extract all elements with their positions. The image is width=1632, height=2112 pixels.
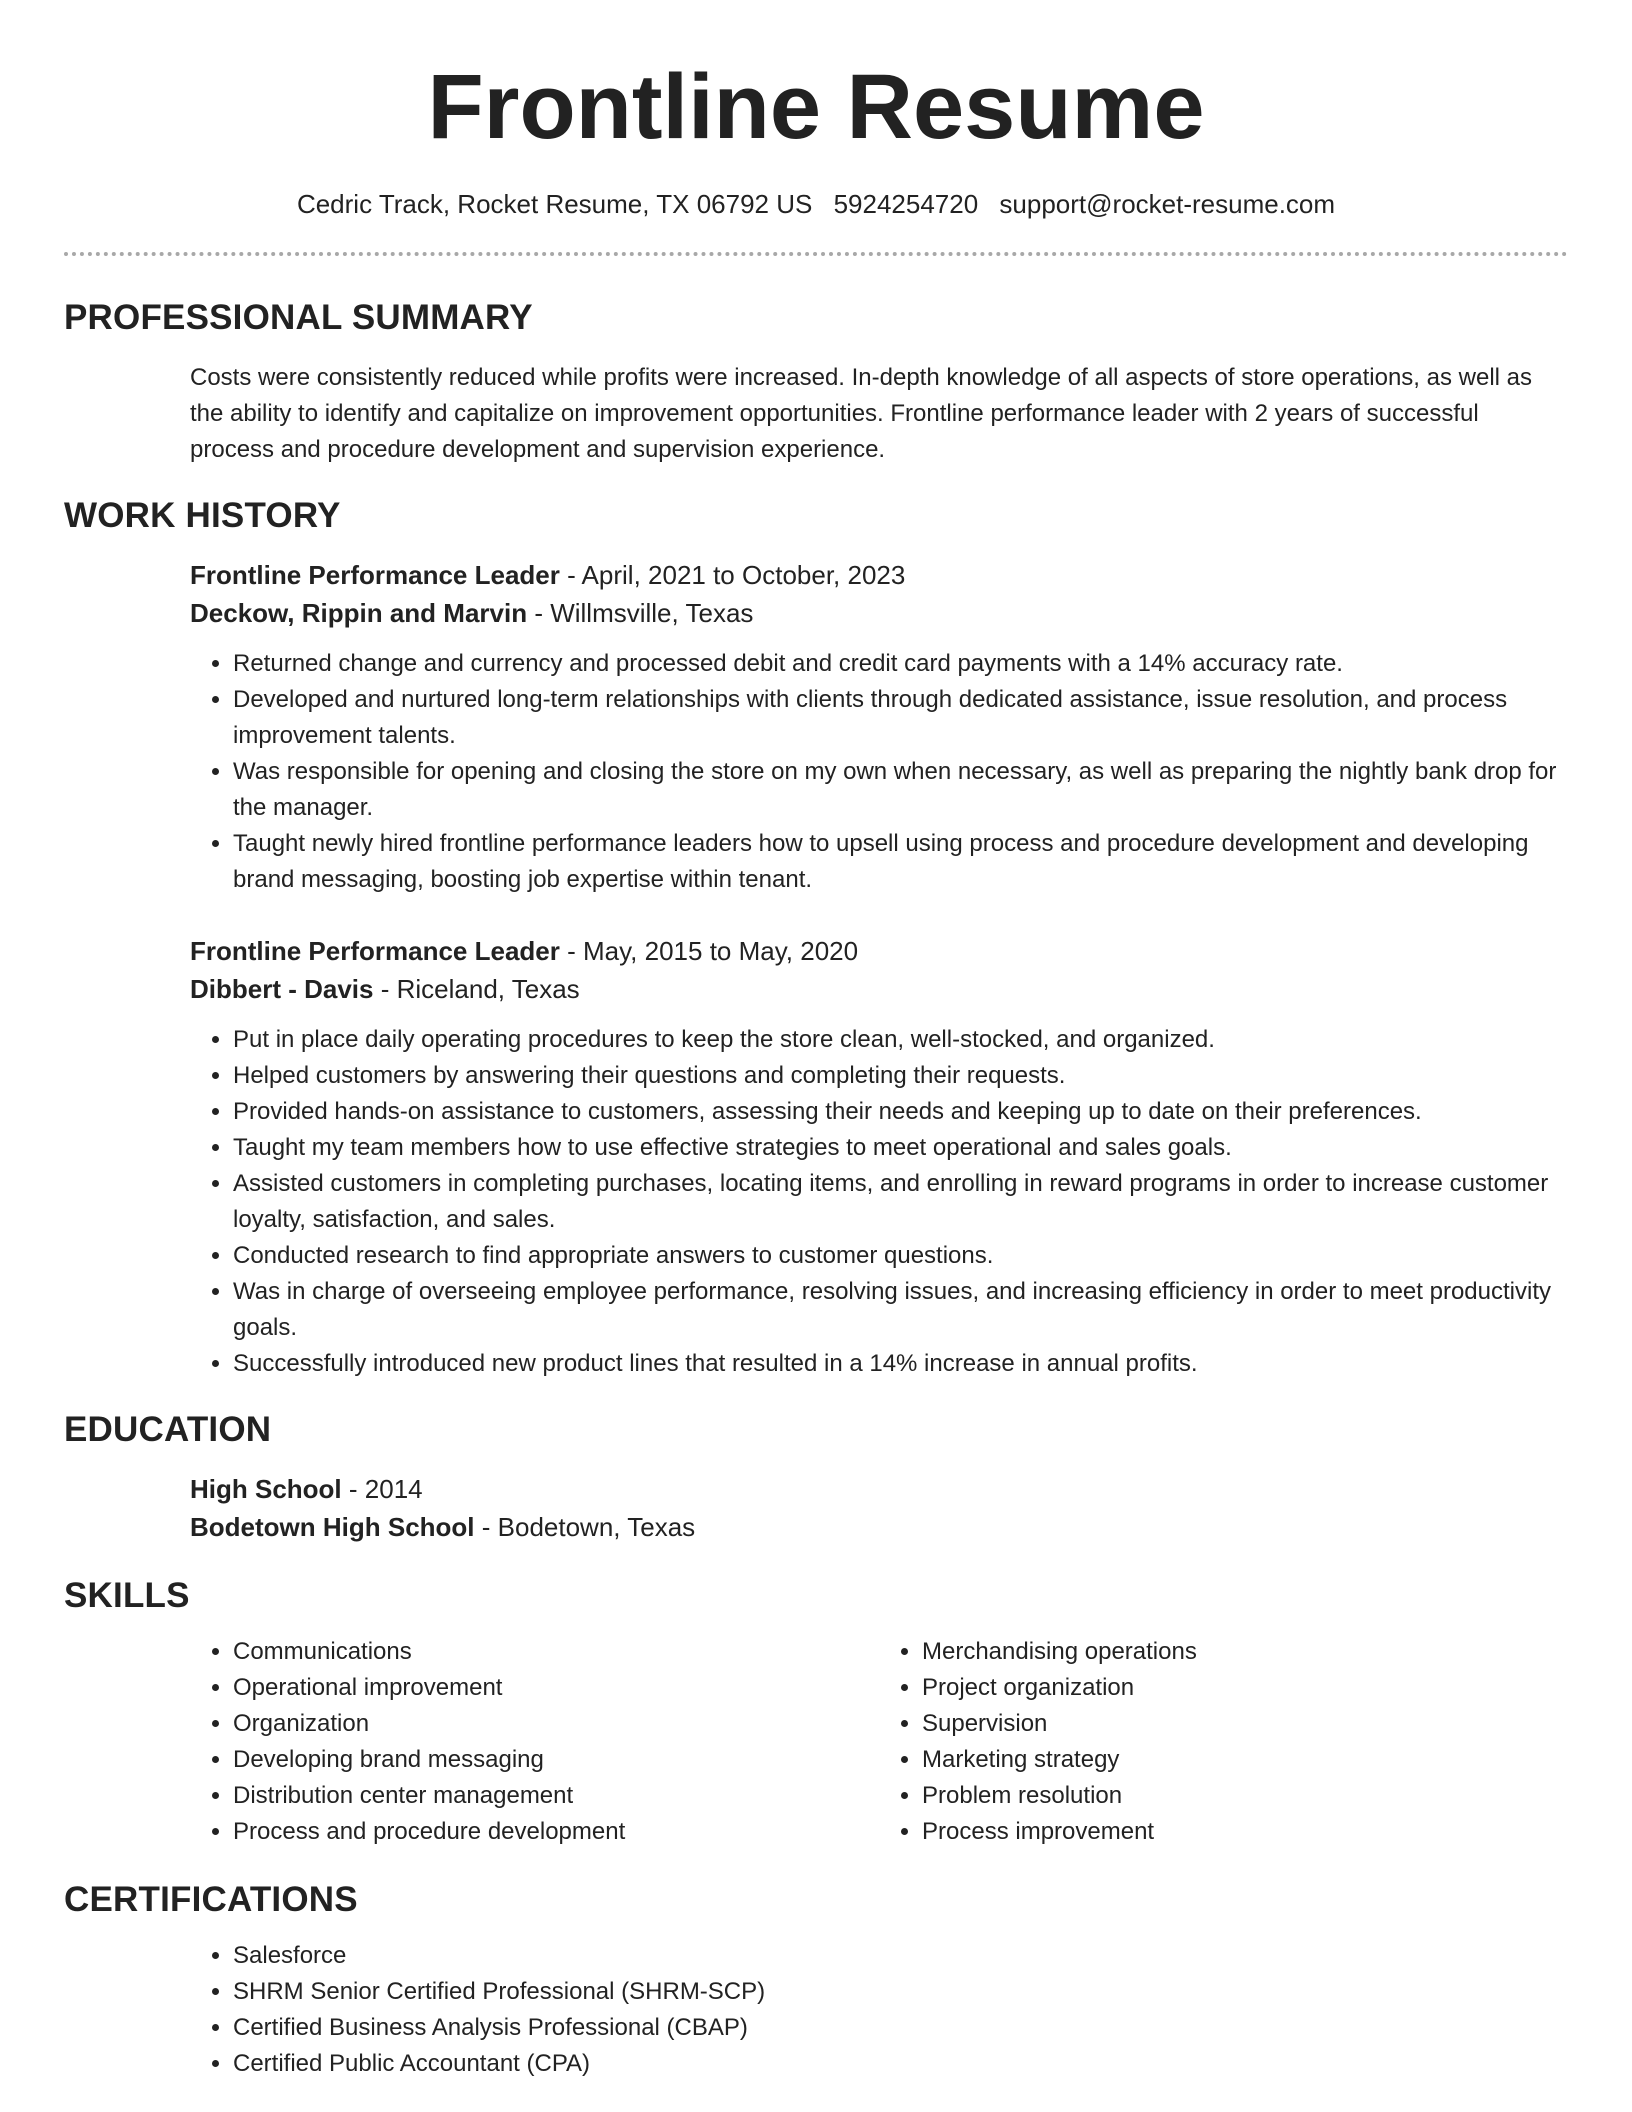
job-location: - Willmsville, Texas — [527, 598, 754, 628]
job-title-line — [190, 556, 1568, 594]
certifications-body — [190, 1938, 1568, 2082]
list-item: • Put in place daily operating procedures to keep the store clean, well-stocked, and organized. — [233, 1022, 1568, 1058]
job-company: Deckow, Rippin and Marvin — [190, 598, 528, 628]
job-entry — [190, 932, 1568, 1382]
education-location: - Bodetown, Texas — [474, 1512, 696, 1542]
list-item: • Salesforce — [233, 1938, 1568, 1974]
job-bullets — [190, 1022, 1568, 1382]
list-item: • Distribution center management — [233, 1778, 879, 1814]
list-item: • Conducted research to find appropriate answers to customer questions. — [233, 1238, 1568, 1274]
list-item: • Was in charge of overseeing employee performance, resolving issues, and increasing efficiency in order to meet productivity goals. — [233, 1274, 1568, 1346]
job-dates: - May, 2015 to May, 2020 — [559, 936, 859, 966]
job-role: Frontline Performance Leader — [190, 936, 560, 966]
list-item: • Taught my team members how to use effective strategies to meet operational and sales goals. — [233, 1130, 1568, 1166]
education-school-line — [190, 1508, 1568, 1546]
job-dates: - April, 2021 to October, 2023 — [559, 560, 906, 590]
list-item: • Developed and nurtured long-term relationships with clients through dedicated assistance, issue resolution, and process improvement talents. — [233, 682, 1568, 754]
contact-phone: 5924254720 — [833, 189, 979, 219]
skills-list-right — [879, 1634, 1568, 1850]
list-item: • Problem resolution — [922, 1778, 1568, 1814]
section-work-history — [0, 494, 1632, 1382]
list-item: • Developing brand messaging — [233, 1742, 879, 1778]
section-education — [0, 1408, 1632, 1546]
list-item: • Successfully introduced new product lines that resulted in a 14% increase in annual profits. — [233, 1346, 1568, 1382]
resume-name: Frontline Resume — [427, 56, 1205, 158]
list-item: • SHRM Senior Certified Professional (SHRM-SCP) — [233, 1974, 1568, 2010]
list-item: • Process improvement — [922, 1814, 1568, 1850]
list-item: • Helped customers by answering their questions and completing their requests. — [233, 1058, 1568, 1094]
section-title-summary: PROFESSIONAL SUMMARY — [64, 298, 533, 337]
contact-address: Cedric Track, Rocket Resume, TX 06792 US — [296, 189, 813, 219]
skills-list-left — [190, 1634, 879, 1850]
list-item: • Assisted customers in completing purchases, locating items, and enrolling in reward programs in order to increase customer loyalty, satisfaction, and sales. — [233, 1166, 1568, 1238]
list-item: • Certified Business Analysis Professional (CBAP) — [233, 2010, 1568, 2046]
job-location: - Riceland, Texas — [373, 974, 580, 1004]
contact-email: support@rocket-resume.com — [999, 189, 1336, 219]
job-bullets — [190, 646, 1568, 898]
list-item: • Certified Public Accountant (CPA) — [233, 2046, 1568, 2082]
section-certifications — [0, 1878, 1632, 2082]
section-title-education: EDUCATION — [64, 1410, 272, 1449]
list-item: • Operational improvement — [233, 1670, 879, 1706]
section-summary — [0, 296, 1632, 468]
job-company-line — [190, 970, 1568, 1008]
header-divider — [64, 252, 1568, 256]
list-item: • Was responsible for opening and closing the store on my own when necessary, as well as preparing the nightly bank drop for the manager. — [233, 754, 1568, 826]
job-title-line — [190, 932, 1568, 970]
job-role: Frontline Performance Leader — [190, 560, 560, 590]
list-item: • Organization — [233, 1706, 879, 1742]
section-title-skills: SKILLS — [64, 1576, 190, 1615]
education-degree: High School — [190, 1474, 342, 1504]
job-company-line — [190, 594, 1568, 632]
job-entry — [190, 556, 1568, 898]
list-item: • Provided hands-on assistance to customers, assessing their needs and keeping up to date on their preferences. — [233, 1094, 1568, 1130]
contact-line — [0, 186, 1632, 222]
section-title-work: WORK HISTORY — [64, 496, 341, 535]
section-skills — [0, 1574, 1632, 1850]
education-year: - 2014 — [341, 1474, 423, 1504]
list-item: • Taught newly hired frontline performance leaders how to upsell using process and procedure development and developing brand messaging, boosting job expertise within tenant. — [233, 826, 1568, 898]
list-item: • Process and procedure development — [233, 1814, 879, 1850]
summary-text: Costs were consistently reduced while profits were increased. In-depth knowledge of all aspects of store operations, as well as the ability to identify and capitalize on improvement opportunities. Frontline performance leader with 2 years of successful process and procedure development and supervision experience. — [190, 364, 1533, 463]
section-title-certifications: CERTIFICATIONS — [64, 1880, 358, 1919]
list-item: • Supervision — [922, 1706, 1568, 1742]
list-item: • Merchandising operations — [922, 1634, 1568, 1670]
job-company: Dibbert - Davis — [190, 974, 374, 1004]
list-item: • Communications — [233, 1634, 879, 1670]
education-school: Bodetown High School — [190, 1512, 475, 1542]
list-item: • Project organization — [922, 1670, 1568, 1706]
skills-columns — [190, 1634, 1568, 1850]
list-item: • Returned change and currency and processed debit and credit card payments with a 14% accuracy rate. — [233, 646, 1568, 682]
education-degree-line — [190, 1470, 1568, 1508]
list-item: • Marketing strategy — [922, 1742, 1568, 1778]
education-entry — [190, 1470, 1568, 1546]
certifications-list — [190, 1938, 1568, 2082]
